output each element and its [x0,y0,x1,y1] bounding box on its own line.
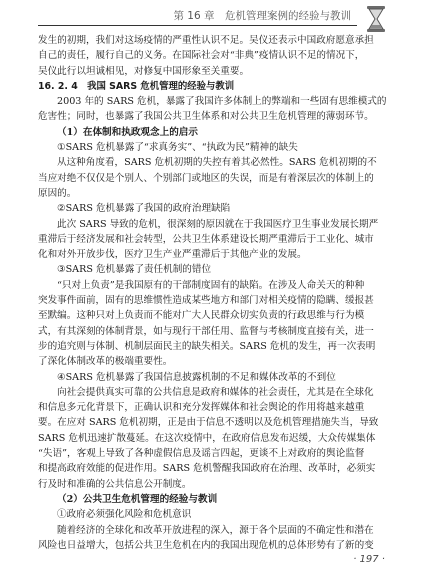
text-line: SARS 危机迅速扩散蔓延。在这次疫情中，在政府信息发布迟缓，大众传媒集体 [38,432,376,444]
text-line: 了深化体制改革的极端重要性。 [38,356,173,368]
text-line: 要。在应对 SARS 危机初期，正是由于信息不透明以及危机管理措施失当，导致 [38,417,379,429]
section-heading: 16. 2. 4 我国 SARS 危机管理的经验与教训 [38,80,235,92]
text-line: 化和对外开放步伐，医疗卫生产业严重滞后于其他产业的发展。 [38,249,307,261]
text-line: 步的追究则与体制、机制层面民主的缺失相关。SARS 危机的发生，再一次表明 [38,340,376,352]
text-line: 自己的责任，履行自己的义务。在国际社会对“非典”疫情认识不足的情况下， [38,50,365,62]
text-line: 危害性；同时，也暴露了我国公共卫生体系和对公共卫生危机管理的薄弱环节。 [38,111,374,123]
text-line: ①政府必须强化风险和危机意识 [57,509,192,521]
text-line: 当应对绝不仅仅是个别人、个别部门或地区的失误，而是有着深层次的体制上的 [38,172,374,184]
hourglass-icon [361,4,391,34]
text-line: 发生的初期，我们对这场疫情的严重性认识不足。吴仪还表示中国政府愿意承担 [38,35,374,46]
text-line: 和信息多元化背景下，正确认识和充分发挥媒体和社会舆论的作用将越来越重 [38,402,365,414]
header-rule [38,25,357,26]
text-line: 吴仪此行以坦诚相见，对修复中国形象至关重要。 [38,65,250,77]
text-line: 向社会提供真实可靠的公共信息是政府和媒体的社会责任，尤其是在全球化 [57,386,374,398]
text-line: ②SARS 危机暴露了我国的政府治理缺陷 [57,203,231,215]
text-line: 原因的。 [38,187,77,199]
text-line: 式，有其深刻的体制背景，如与现行干部任用、监督与考核制度直接有关，进一 [38,325,374,337]
text-line: ④SARS 危机暴露了我国信息披露机制的不足和媒体改革的不到位 [57,371,336,383]
text-line: ③SARS 危机暴露了责任机制的错位 [57,264,212,276]
text-line: 风险也日益增大，包括公共卫生危机在内的我国出现危机的总体形势有了新的变 [38,539,374,551]
chapter-title: 第 16 章 危机管理案例的经验与教训 [173,10,351,22]
text-line: 2003 年的 SARS 危机，暴露了我国许多体制上的弊端和一些固有思维模式的 [57,96,387,108]
page-number: · 197 · [353,554,385,565]
text-line: 至默编。这种只对上负责而不能对广大人民群众切实负责的行政思维与行为模 [38,310,365,322]
text-line: 此次 SARS 导致的危机，很深刻的原因就在于我国医疗卫生事业发展长期严 [57,218,379,230]
text-line: 重滞后于经济发展和社会转型，公共卫生体系建设长期严重滞后于工业化、城市 [38,233,374,245]
text-line: ①SARS 危机暴露了“求真务实”、“执政为民”精神的缺失 [57,142,298,154]
text-line: 突发事件面前，固有的思维惯性造成某些地方和部门对相关疫情的隐瞒、缓报甚 [38,295,374,307]
text-line: “只对上负责”是我国原有的干部制度固有的缺陷。在涉及人命关天的种种 [57,279,365,291]
text-line: 随着经济的全球化和改革开放进程的深入，源于各个层面的不确定性和潜在 [57,524,374,536]
subsection-heading: （2）公共卫生危机管理的经验与教训 [57,493,218,505]
text-line: “失语”，客观上导致了各种虚假信息及谣言四起，更谈不上对政府的舆论监督 [38,448,365,460]
page-body [38,33,390,553]
text-line: 行及时和准确的公共信息公开制度。 [38,478,192,490]
text-line: 和提高政府效能的促进作用。SARS 危机警醒我国政府在治理、改革时，必须实 [38,463,376,475]
subsection-heading: （1）在体制和执政观念上的启示 [57,126,198,138]
text-line: 从这种角度看，SARS 危机初期的失控有着其必然性。SARS 危机初期的不 [57,157,377,169]
